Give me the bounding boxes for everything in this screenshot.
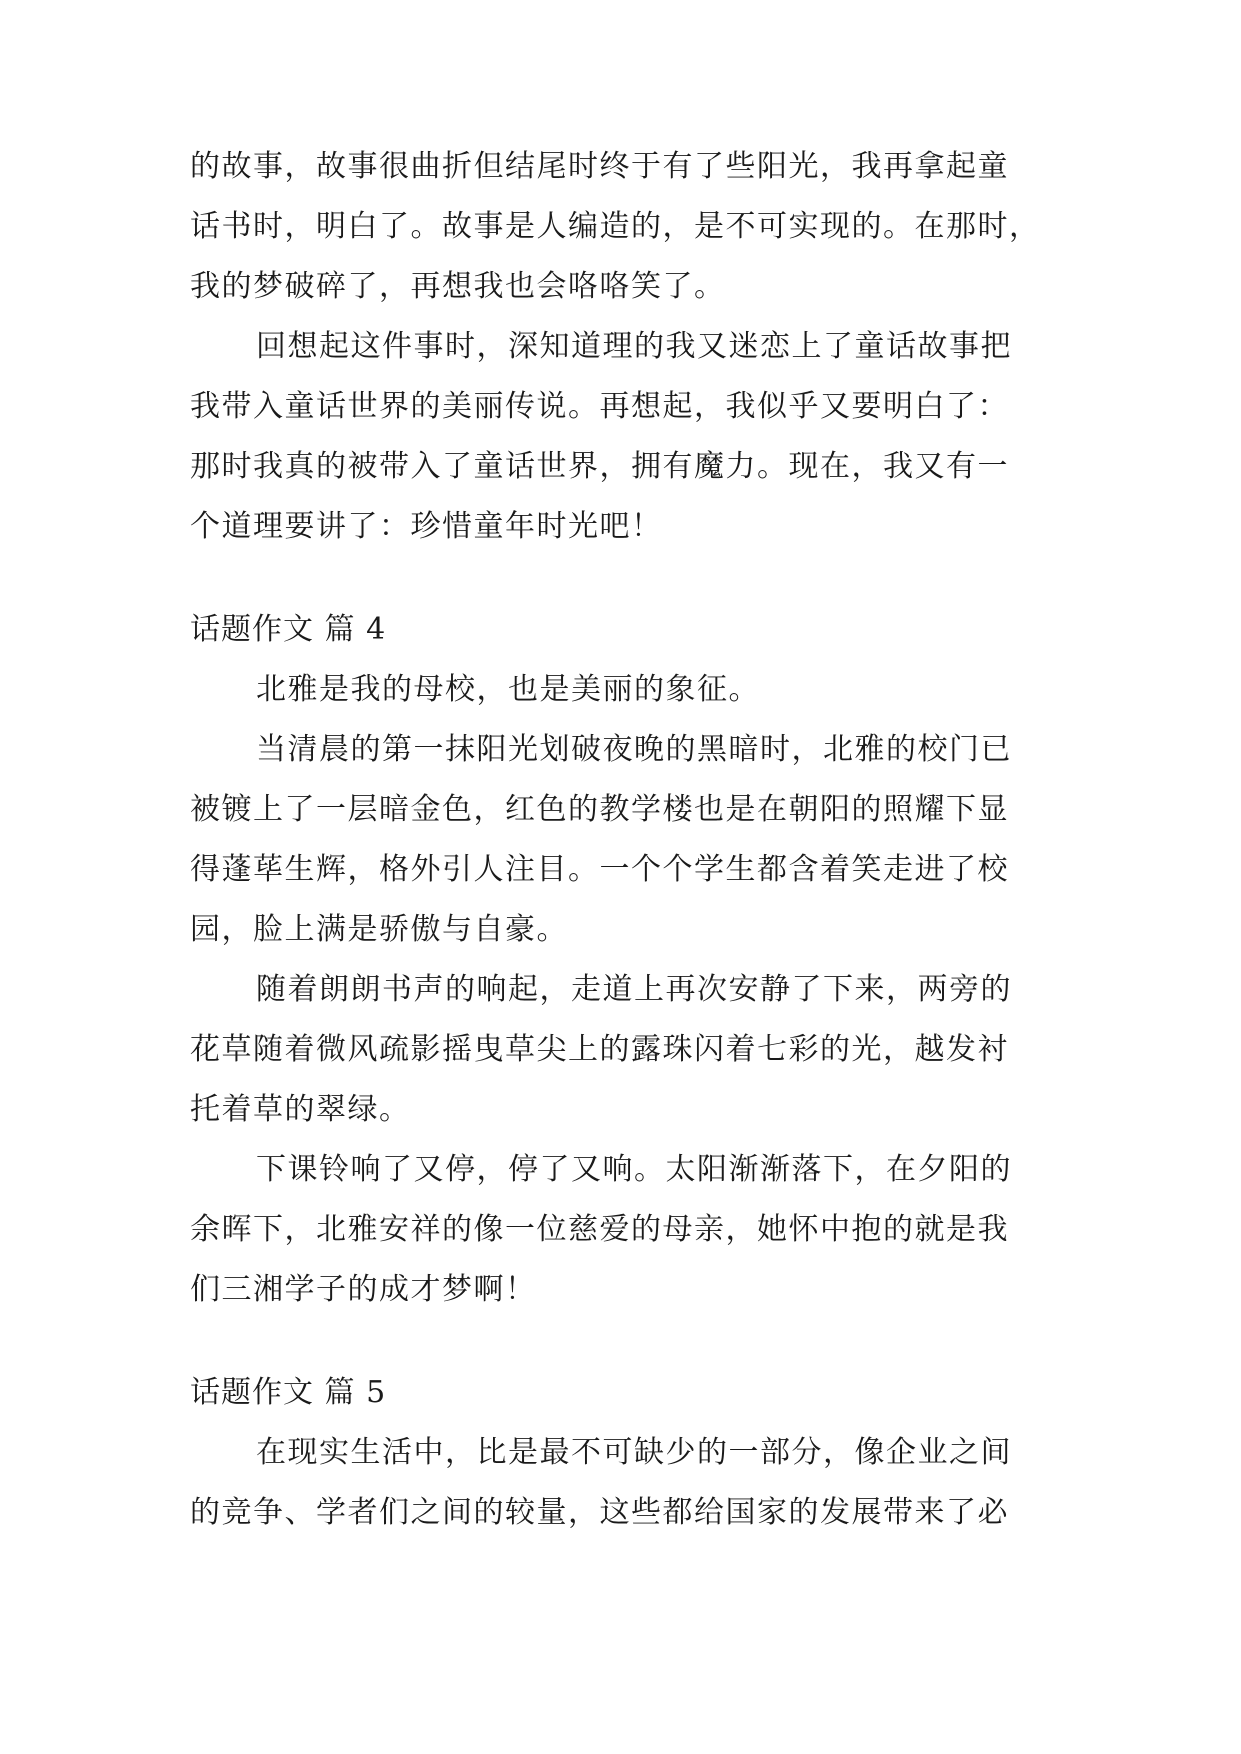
text-line: 的故事，故事很曲折但结尾时终于有了些阳光，我再拿起童 xyxy=(190,149,1009,184)
section-heading: 话题作文 篇 5 xyxy=(190,1375,387,1410)
text-line: 个道理要讲了：珍惜童年时光吧！ xyxy=(190,509,663,544)
text-line: 北雅是我的母校，也是美丽的象征。 xyxy=(256,672,760,707)
text-line: 被镀上了一层暗金色，红色的教学楼也是在朝阳的照耀下显 xyxy=(190,792,1009,827)
text-line: 得蓬荜生辉，格外引人注目。一个个学生都含着笑走进了校 xyxy=(190,852,1009,887)
text-line: 回想起这件事时，深知道理的我又迷恋上了童话故事把 xyxy=(256,329,1012,364)
text-line: 托着草的翠绿。 xyxy=(190,1092,411,1127)
text-line: 那时我真的被带入了童话世界，拥有魔力。现在，我又有一 xyxy=(190,449,1009,484)
text-line: 在现实生活中，比是最不可缺少的一部分，像企业之间 xyxy=(256,1435,1012,1470)
text-line: 园，脸上满是骄傲与自豪。 xyxy=(190,912,568,947)
text-line: 随着朗朗书声的响起，走道上再次安静了下来，两旁的 xyxy=(256,972,1012,1007)
text-line: 余晖下，北雅安祥的像一位慈爱的母亲，她怀中抱的就是我 xyxy=(190,1212,1009,1247)
text-line: 们三湘学子的成才梦啊！ xyxy=(190,1272,537,1307)
text-line: 我的梦破碎了，再想我也会咯咯笑了。 xyxy=(190,269,726,304)
text-line: 我带入童话世界的美丽传说。再想起，我似乎又要明白了： xyxy=(190,389,1009,424)
text-line: 当清晨的第一抹阳光划破夜晚的黑暗时，北雅的校门已 xyxy=(256,732,1012,767)
text-line: 下课铃响了又停，停了又响。太阳渐渐落下，在夕阳的 xyxy=(256,1152,1012,1187)
text-line: 花草随着微风疏影摇曳草尖上的露珠闪着七彩的光，越发衬 xyxy=(190,1032,1009,1067)
text-line: 的竞争、学者们之间的较量，这些都给国家的发展带来了必 xyxy=(190,1495,1009,1530)
text-line: 话书时，明白了。故事是人编造的，是不可实现的。在那时， xyxy=(190,209,1041,244)
section-heading: 话题作文 篇 4 xyxy=(190,612,387,647)
